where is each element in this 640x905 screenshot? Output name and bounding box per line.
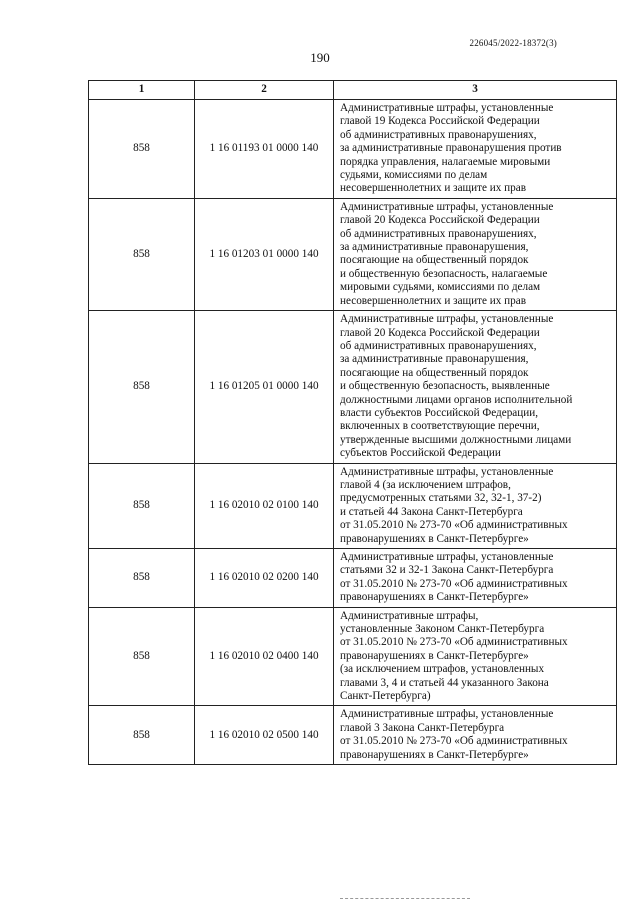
budget-code-cell: 1 16 01203 01 0000 140: [195, 198, 334, 310]
description-cell: Административные штрафы, установленные главой 20 Кодекса Российской Федерации об административных правонарушениях, за административные правонарушения, посягающие на общественный порядок и общественную безопасность, налагаемые мировыми судьями, комиссиями по делам несовершеннолетних и защите их прав: [334, 198, 617, 310]
budget-code-cell: 1 16 02010 02 0200 140: [195, 549, 334, 608]
budget-code-cell: 1 16 01193 01 0000 140: [195, 100, 334, 199]
admin-code-cell: 858: [89, 311, 195, 463]
description-cell: Административные штрафы, установленные главой 4 (за исключением штрафов, предусмотренных статьями 32, 32-1, 37-2) и статьей 44 Закона Санкт-Петербурга от 31.05.2010 № 273-70 «Об административных правонарушениях в Санкт-Петербурге»: [334, 463, 617, 548]
description-cell: Административные штрафы, установленные Законом Санкт-Петербурга от 31.05.2010 № 273-70 «Об административных правонарушениях в Санкт-Петербурге» (за исключением штрафов, установленных главами 3, 4 и статьей 44 указанного Закона Санкт-Петербурга): [334, 607, 617, 706]
description-cell: Административные штрафы, установленные главой 3 Закона Санкт-Петербурга от 31.05.2010 № 273-70 «Об административных правонарушениях в Санкт-Петербурге»: [334, 706, 617, 765]
table-row: [89, 607, 617, 706]
budget-code-cell: 1 16 02010 02 0400 140: [195, 607, 334, 706]
admin-code-cell: 858: [89, 549, 195, 608]
column-header-3: 3: [334, 81, 617, 100]
column-header-1: 1: [89, 81, 195, 100]
page-bottom-divider: [340, 898, 470, 899]
page-number: 190: [310, 50, 330, 65]
table-header-row: [89, 81, 617, 100]
document-number: 226045/2022-18372(3): [469, 38, 557, 48]
budget-codes-table: [88, 80, 617, 765]
table-row: [89, 463, 617, 548]
admin-code-cell: 858: [89, 463, 195, 548]
table-row: [89, 198, 617, 310]
description-cell: Административные штрафы, установленные статьями 32 и 32-1 Закона Санкт-Петербурга от 31.05.2010 № 273-70 «Об административных правонарушениях в Санкт-Петербурге»: [334, 549, 617, 608]
budget-code-cell: 1 16 01205 01 0000 140: [195, 311, 334, 463]
description-cell: Административные штрафы, установленные главой 20 Кодекса Российской Федерации об административных правонарушениях, за административные правонарушения, посягающие на общественный порядок и общественную безопасность, выявленные должностными лицами органов исполнительной власти субъектов Российской Федерации, включенных в соответствующие перечни, утвержденные высшими должностными лицами субъектов Российской Федерации: [334, 311, 617, 463]
admin-code-cell: 858: [89, 198, 195, 310]
admin-code-cell: 858: [89, 100, 195, 199]
budget-code-cell: 1 16 02010 02 0500 140: [195, 706, 334, 765]
column-header-2: 2: [195, 81, 334, 100]
admin-code-cell: 858: [89, 607, 195, 706]
table-row: [89, 706, 617, 765]
table-row: [89, 311, 617, 463]
table-row: [89, 100, 617, 199]
budget-code-cell: 1 16 02010 02 0100 140: [195, 463, 334, 548]
admin-code-cell: 858: [89, 706, 195, 765]
table-row: [89, 549, 617, 608]
description-cell: Административные штрафы, установленные главой 19 Кодекса Российской Федерации об административных правонарушениях, за административные правонарушения против порядка управления, налагаемые мировыми судьями, комиссиями по делам несовершеннолетних и защите их прав: [334, 100, 617, 199]
